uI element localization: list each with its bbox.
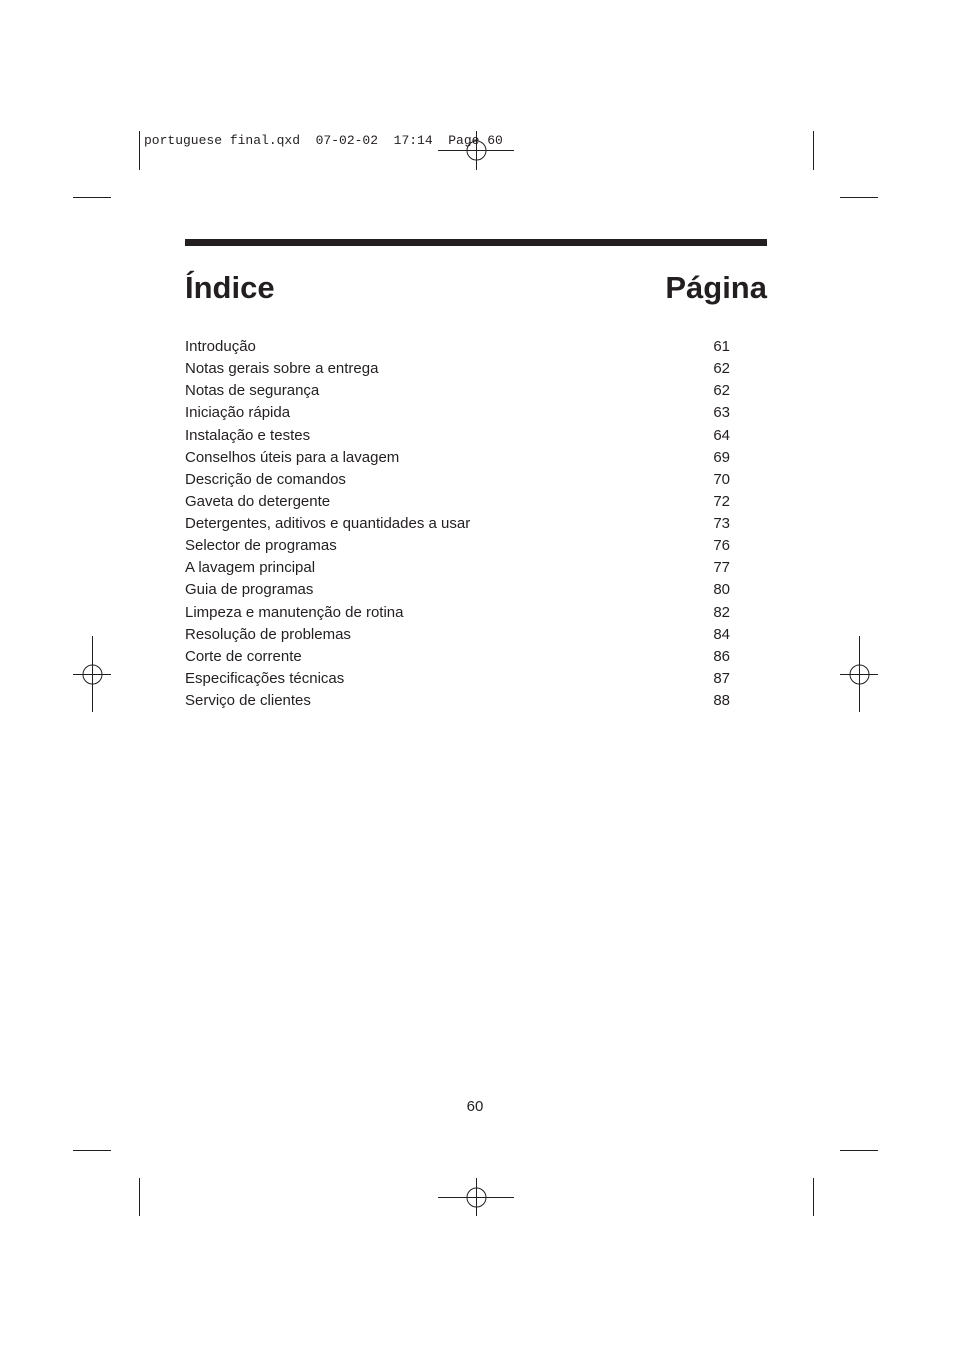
toc-entry-title: Descrição de comandos	[185, 470, 346, 488]
toc-entry	[185, 646, 730, 668]
toc-entry-title: Instalação e testes	[185, 426, 311, 444]
toc-entry-title: Introdução	[185, 338, 256, 355]
toc-entry	[185, 380, 730, 402]
heading-rule-bar	[185, 239, 767, 246]
table-of-contents	[185, 336, 730, 712]
footer-page-number: 60	[466, 1098, 484, 1115]
print-slug-line: portuguese final.qxd 07-02-02 17:14 Page 60	[144, 133, 503, 148]
toc-entry-title: Serviço de clientes	[185, 692, 311, 709]
toc-entry-title: Detergentes, aditivos e quantidades a usar	[185, 515, 471, 532]
page-column-label: Página	[665, 270, 767, 305]
toc-entry-title: Iniciação rápida	[185, 404, 291, 422]
toc-entry-title: A lavagem principal	[185, 559, 316, 577]
toc-entry-title: Corte de corrente	[185, 647, 302, 665]
toc-entry	[185, 535, 730, 557]
toc-entry-title: Selector de programas	[185, 537, 337, 555]
toc-entry-page: 64	[713, 426, 730, 444]
registration-mark-bottom	[438, 1178, 514, 1216]
toc-entry-page: 62	[713, 382, 730, 400]
toc-entry-page: 87	[713, 669, 730, 687]
toc-entry	[185, 624, 730, 646]
toc-entry	[185, 668, 730, 690]
toc-entry	[185, 336, 730, 358]
toc-entry-page: 86	[713, 647, 730, 665]
toc-entry	[185, 358, 730, 380]
toc-entry-title: Gaveta do detergente	[185, 492, 331, 510]
toc-entry	[185, 513, 730, 535]
toc-entry-page: 82	[713, 603, 730, 621]
toc-entry-title: Resolução de problemas	[185, 625, 351, 643]
toc-entry	[185, 579, 730, 601]
toc-entry	[185, 447, 730, 469]
toc-entry-page: 69	[713, 448, 730, 466]
toc-entry-page: 63	[713, 404, 730, 422]
toc-entry-page: 62	[713, 360, 730, 378]
toc-entry-title: Guia de programas	[185, 581, 314, 599]
toc-entry-title: Especificações técnicas	[185, 669, 345, 687]
toc-entry	[185, 557, 730, 579]
toc-entry	[185, 602, 730, 624]
toc-entry-title: Notas gerais sobre a entrega	[185, 360, 379, 378]
toc-entry-page: 88	[713, 692, 730, 709]
toc-entry-page: 73	[713, 515, 730, 532]
toc-entry-page: 84	[713, 625, 730, 643]
toc-entry-page: 76	[713, 537, 730, 555]
registration-mark-left	[73, 636, 111, 712]
toc-entry-page: 61	[713, 338, 730, 355]
toc-entry-page: 70	[713, 470, 730, 488]
toc-entry-title: Limpeza e manutenção de rotina	[185, 603, 404, 621]
toc-entry-page: 72	[713, 492, 730, 510]
toc-entry	[185, 402, 730, 424]
toc-heading	[185, 269, 767, 307]
toc-entry-title: Notas de segurança	[185, 382, 320, 400]
toc-entry-page: 80	[713, 581, 730, 599]
toc-entry	[185, 425, 730, 447]
toc-entry-page: 77	[713, 559, 730, 577]
toc-entry	[185, 690, 730, 712]
page-title: Índice	[185, 270, 275, 305]
toc-entry	[185, 491, 730, 513]
toc-entry-title: Conselhos úteis para a lavagem	[185, 448, 400, 466]
toc-entry	[185, 469, 730, 491]
registration-mark-right	[840, 636, 878, 712]
